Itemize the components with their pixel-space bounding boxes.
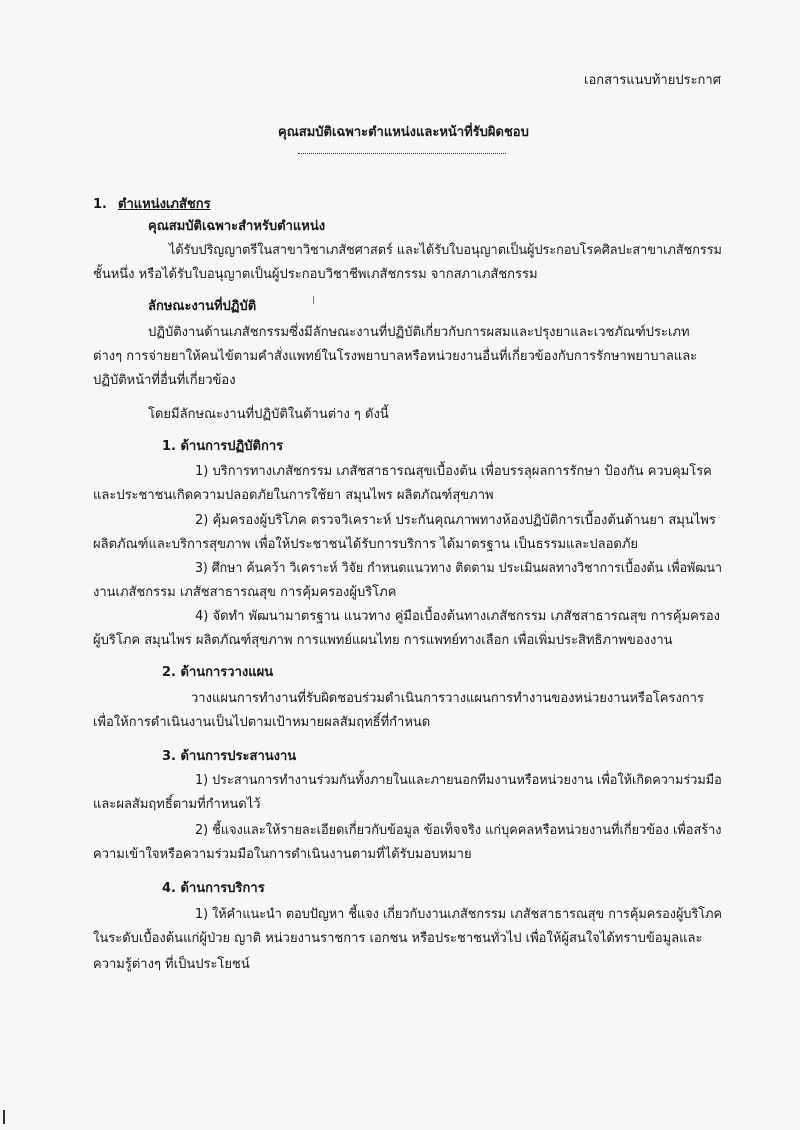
- operations-item-cont: ผลิตภัณฑ์และบริการสุขภาพ เพื่อให้ประชาชนได้รับการบริการ ได้มาตรฐาน เป็นธรรมและปลอดภัย: [93, 537, 639, 552]
- qualifications-line: ได้รับปริญญาตรีในสาขาวิชาเภสัชศาสตร์ และได้รับใบอนุญาตเป็นผู้ประกอบโรคศิลปะสาขาเภสัชกรรม: [169, 243, 722, 258]
- position-number: 1.: [93, 197, 107, 212]
- operations-item-cont: และประชาชนเกิดความปลอดภัยในการใช้ยา สมุนไพร ผลิตภัณฑ์สุขภาพ: [93, 488, 494, 503]
- coordination-item: 1) ประสานการทำงานร่วมกันทั้งภายในและภายนอกทีมงานหรือหน่วยงาน เพื่อให้เกิดความร่วมมือ: [195, 773, 722, 788]
- planning-line: เพื่อให้การดำเนินงานเป็นไปตามเป้าหมายผลสัมฤทธิ์ที่กำหนด: [93, 715, 431, 730]
- operations-item: 1) บริการทางเภสัชกรรม เภสัชสาธารณสุขเบื้องต้น เพื่อบรรลุผลการรักษา ป้องกัน ควบคุมโรค: [195, 464, 712, 479]
- coordination-item-cont: และผลสัมฤทธิ์ตามที่กำหนดไว้: [93, 797, 261, 812]
- operations-item: 4) จัดทำ พัฒนามาตรฐาน แนวทาง คู่มือเบื้องต้นทางเภสัชกรรม เภสัชสาธารณสุข การคุ้มครอง: [195, 609, 721, 624]
- planning-heading: 2. ด้านการวางแผน: [162, 665, 274, 680]
- service-heading: 4. ด้านการบริการ: [162, 881, 265, 896]
- job-nature-intro: โดยมีลักษณะงานที่ปฏิบัติในด้านต่าง ๆ ดังนี้: [148, 407, 389, 422]
- title-dotted-line: [298, 152, 506, 154]
- service-line: ความรู้ต่างๆ ที่เป็นประโยชน์: [93, 957, 250, 972]
- coordination-item: 2) ชี้แจงและให้รายละเอียดเกี่ยวกับข้อมูล ข้อเท็จจริง แก่บุคคลหรือหน่วยงานที่เกี่ยวข้อง เพื่อสร้าง: [195, 823, 722, 838]
- job-nature-line: ต่างๆ การจ่ายยาให้คนไข้ตามคำสั่งแพทย์ในโรงพยาบาลหรือหน่วยงานอื่นที่เกี่ยวข้องกับการรักษาพยาบาลและ: [93, 349, 698, 364]
- qualifications-line: ชั้นหนึ่ง หรือได้รับใบอนุญาตเป็นผู้ประกอบวิชาชีพเภสัชกรรม จากสภาเภสัชกรรม: [93, 267, 538, 282]
- scan-mark: [313, 296, 314, 304]
- job-nature-line: ปฏิบัติหน้าที่อื่นที่เกี่ยวข้อง: [93, 373, 236, 388]
- coordination-heading: 3. ด้านการประสานงาน: [162, 749, 297, 764]
- document-title: คุณสมบัติเฉพาะตำแหน่งและหน้าที่รับผิดชอบ: [278, 125, 529, 140]
- position-name: ตำแหน่งเภสัชกร: [118, 197, 211, 212]
- operations-heading: 1. ด้านการปฏิบัติการ: [162, 439, 284, 454]
- job-nature-line: ปฏิบัติงานด้านเภสัชกรรมซึ่งมีลักษณะงานที่ปฏิบัติเกี่ยวกับการผสมและปรุงยาและเวชภัณฑ์ประเภท: [148, 325, 690, 340]
- operations-item: 3) ศึกษา ค้นคว้า วิเคราะห์ วิจัย กำหนดแนวทาง ติดตาม ประเมินผลทางวิชาการเบื้องต้น เพื่อพัฒนา: [195, 561, 723, 576]
- operations-item-cont: งานเภสัชกรรม เภสัชสาธารณสุข การคุ้มครองผู้บริโภค: [93, 585, 397, 600]
- planning-line: วางแผนการทำงานที่รับผิดชอบร่วมดำเนินการวางแผนการทำงานของหน่วยงานหรือโครงการ: [191, 691, 704, 706]
- page-edge-mark: [3, 1110, 5, 1124]
- operations-item: 2) คุ้มครองผู้บริโภค ตรวจวิเคราะห์ ประกันคุณภาพทางห้องปฏิบัติการเบื้องต้นด้านยา สมุนไพร: [195, 513, 716, 528]
- coordination-item-cont: ความเข้าใจหรือความร่วมมือในการดำเนินงานตามที่ได้รับมอบหมาย: [93, 847, 472, 862]
- job-nature-heading: ลักษณะงานที่ปฏิบัติ: [148, 299, 257, 314]
- header-note: เอกสารแนบท้ายประกาศ: [584, 73, 721, 88]
- service-line: ในระดับเบื้องต้นแก่ผู้ป่วย ญาติ หน่วยงานราชการ เอกชน หรือประชาชนทั่วไป เพื่อให้ผู้สนใจได้ทราบข้อมูลและ: [93, 931, 703, 946]
- operations-item-cont: ผู้บริโภค สมุนไพร ผลิตภัณฑ์สุขภาพ การแพทย์แผนไทย การแพทย์ทางเลือก เพื่อเพิ่มประสิทธิภาพของงาน: [93, 633, 673, 648]
- qualifications-heading: คุณสมบัติเฉพาะสำหรับตำแหน่ง: [148, 219, 326, 234]
- service-line: 1) ให้คำแนะนำ ตอบปัญหา ชี้แจง เกี่ยวกับงานเภสัชกรรม เภสัชสาธารณสุข การคุ้มครองผู้บริโภค: [195, 907, 723, 922]
